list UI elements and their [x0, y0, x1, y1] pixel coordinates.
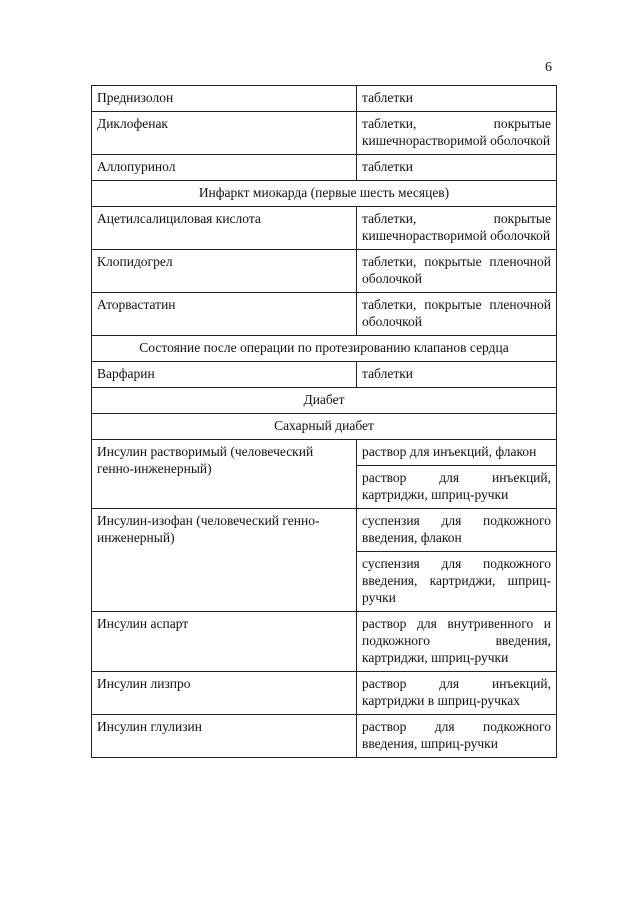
drug-name: Преднизолон	[92, 86, 357, 112]
dosage-form: таблетки, покрытые кишечнорастворимой оболочкой	[357, 112, 557, 155]
section-row	[92, 414, 557, 440]
table-row	[92, 207, 557, 250]
table-row	[92, 86, 557, 112]
dosage-form: таблетки	[357, 155, 557, 181]
drug-name: Аллопуринол	[92, 155, 357, 181]
drug-name: Инсулин глулизин	[92, 715, 357, 758]
table-row	[92, 715, 557, 758]
drug-name: Инсулин лизпро	[92, 672, 357, 715]
dosage-form: раствор для инъекций, картриджи, шприц-ручки	[357, 466, 557, 509]
drug-name: Аторвастатин	[92, 293, 357, 336]
table-row	[92, 155, 557, 181]
section-row	[92, 388, 557, 414]
section-heading: Состояние после операции по протезированию клапанов сердца	[92, 336, 557, 362]
dosage-form: таблетки	[357, 362, 557, 388]
dosage-form: суспензия для подкожного введения, картриджи, шприц-ручки	[357, 552, 557, 612]
section-heading: Диабет	[92, 388, 557, 414]
section-row	[92, 181, 557, 207]
table-row	[92, 509, 557, 552]
section-row	[92, 336, 557, 362]
table-row	[92, 250, 557, 293]
drug-name: Клопидогрел	[92, 250, 357, 293]
drug-name: Ацетилсалициловая кислота	[92, 207, 357, 250]
dosage-form: раствор для внутривенного и подкожного введения, картриджи, шприц-ручки	[357, 612, 557, 672]
table-row	[92, 293, 557, 336]
table-row	[92, 362, 557, 388]
subsection-heading: Сахарный диабет	[92, 414, 557, 440]
table-row	[92, 440, 557, 466]
drug-name: Инсулин-изофан (человеческий генно-инженерный)	[92, 509, 357, 612]
drug-name: Инсулин растворимый (человеческий генно-инженерный)	[92, 440, 357, 509]
page-number: 6	[545, 60, 552, 75]
dosage-form: таблетки, покрытые пленочной оболочкой	[357, 293, 557, 336]
dosage-form: таблетки, покрытые пленочной оболочкой	[357, 250, 557, 293]
dosage-form: таблетки, покрытые кишечнорастворимой оболочкой	[357, 207, 557, 250]
dosage-form: раствор для инъекций, картриджи в шприц-ручках	[357, 672, 557, 715]
table-row	[92, 112, 557, 155]
dosage-form: таблетки	[357, 86, 557, 112]
table-row	[92, 672, 557, 715]
dosage-form: суспензия для подкожного введения, флакон	[357, 509, 557, 552]
drug-name: Варфарин	[92, 362, 357, 388]
drug-name: Диклофенак	[92, 112, 357, 155]
medication-table	[91, 85, 557, 758]
table-row	[92, 612, 557, 672]
section-heading: Инфаркт миокарда (первые шесть месяцев)	[92, 181, 557, 207]
dosage-form: раствор для подкожного введения, шприц-ручки	[357, 715, 557, 758]
drug-name: Инсулин аспарт	[92, 612, 357, 672]
dosage-form: раствор для инъекций, флакон	[357, 440, 557, 466]
